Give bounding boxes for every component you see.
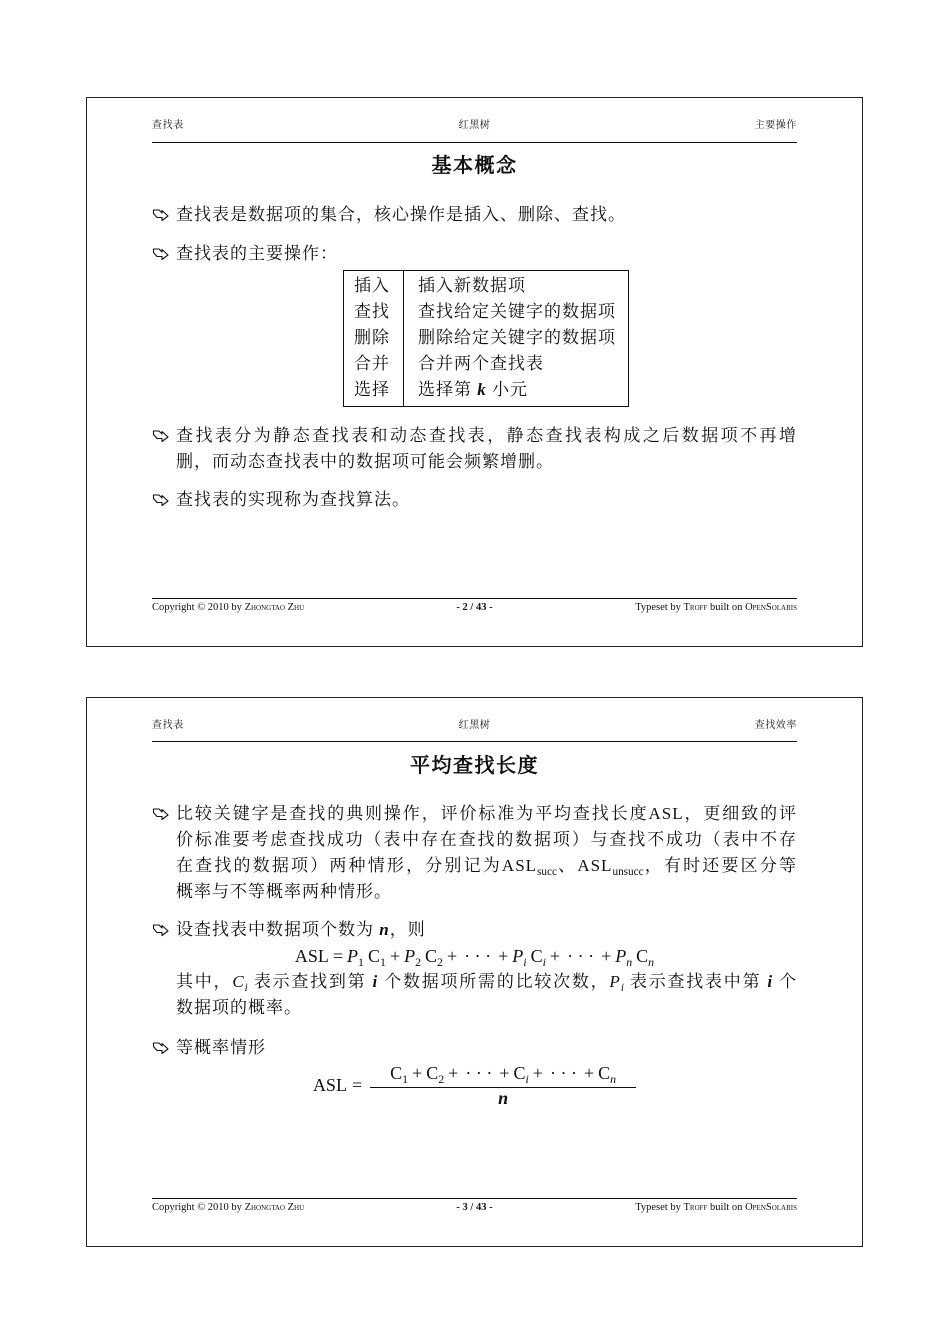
- formula-plus: +: [412, 1063, 423, 1083]
- fraction-numerator: [370, 1063, 636, 1088]
- bullet-text: 查找表的主要操作：: [176, 244, 338, 263]
- table-row: [344, 351, 628, 377]
- bullet-pointer-icon: [152, 923, 169, 937]
- bullet-text-line: 比较关键字是查找的典则操作，评价标准为平均查找长度ASL，更细致的评: [176, 804, 797, 823]
- bullet-item: [176, 487, 797, 513]
- cost-symbol: C: [367, 946, 380, 966]
- math-subscript: i: [244, 981, 248, 994]
- header-subsection: 查找效率: [754, 720, 797, 731]
- math-variable: i: [767, 972, 774, 991]
- cost-symbol: C: [513, 1063, 526, 1083]
- fraction-denominator: n: [498, 1088, 509, 1108]
- subscript-unsucc: unsucc: [612, 865, 644, 878]
- slide-header: [152, 119, 797, 133]
- slide-basic-concepts: [86, 97, 863, 647]
- platform-name: OpenSolaris: [745, 602, 797, 613]
- text-segment: 表示查找表中第: [629, 972, 762, 991]
- cost-symbol: C: [530, 946, 543, 966]
- header-section: 查找表: [152, 720, 184, 731]
- bullet-pointer-icon: [152, 493, 169, 507]
- math-variable: k: [477, 380, 487, 399]
- term-subscript: 1: [380, 954, 386, 969]
- footer-rule: [152, 1198, 797, 1199]
- bullet-text-line: [176, 853, 797, 879]
- bullet-item: [176, 423, 797, 475]
- bullet-pointer-icon: [152, 247, 169, 261]
- bullet-text: 查找表是数据项的集合，核心操作是插入、删除、查找。: [176, 205, 626, 224]
- typeset-text: Typeset by: [635, 1202, 681, 1213]
- formula-ellipsis: · · ·: [549, 1063, 577, 1083]
- bullet-text-line: 删，而动态查找表中的数据项可能会频繁增删。: [176, 452, 554, 471]
- slide-footer: [152, 1201, 797, 1215]
- operations-table: [343, 270, 629, 407]
- copyright-text: Copyright © 2010 by: [152, 1202, 242, 1213]
- table-row: [344, 377, 628, 403]
- typeset-credit: [635, 1201, 797, 1215]
- term-subscript: n: [626, 954, 633, 969]
- bullet-item: [176, 202, 797, 228]
- fraction: [370, 1063, 636, 1108]
- formula-ellipsis: · · ·: [567, 946, 595, 966]
- operation-name: 合并: [354, 354, 390, 373]
- formula-plus: +: [532, 1063, 543, 1083]
- math-variable: i: [372, 972, 379, 991]
- description-suffix: 小元: [492, 380, 528, 399]
- built-on-text: built on: [710, 602, 743, 613]
- typesetter-name: Troff: [683, 1202, 708, 1213]
- math-variable: C: [232, 972, 245, 991]
- header-section: 查找表: [152, 120, 184, 131]
- footer-rule: [152, 598, 797, 599]
- bullet-item: [176, 801, 797, 905]
- typeset-credit: [635, 601, 797, 615]
- typesetter-name: Troff: [683, 602, 708, 613]
- operation-name: 查找: [354, 302, 390, 321]
- formula-plus: +: [498, 946, 509, 966]
- cost-symbol: C: [598, 1063, 611, 1083]
- term-subscript: i: [525, 1071, 529, 1086]
- bullet-text-line: [176, 969, 797, 995]
- table-row: [344, 299, 628, 325]
- operation-description: 合并两个查找表: [418, 354, 544, 373]
- operation-description: [403, 377, 528, 403]
- bullet-pointer-icon: [152, 807, 169, 821]
- table-row: [344, 325, 628, 351]
- cost-symbol: C: [425, 946, 438, 966]
- description-prefix: 选择第: [418, 380, 472, 399]
- slide-header: [152, 719, 797, 733]
- text-segment: 在查找的数据项）两种情形，分别记为ASL: [176, 856, 538, 875]
- typeset-text: Typeset by: [635, 602, 681, 613]
- operation-description: 删除给定关键字的数据项: [418, 328, 616, 347]
- header-chapter: 红黑树: [458, 720, 491, 731]
- header-chapter: 红黑树: [458, 120, 491, 131]
- bullet-pointer-icon: [152, 429, 169, 443]
- formula-term: [347, 946, 386, 969]
- bullet-text-line: 价标准要考虑查找成功（表中存在查找的数据项）与查找不成功（表中不存: [176, 830, 797, 849]
- operation-name: 删除: [354, 328, 390, 347]
- formula-term: [404, 946, 443, 969]
- equal-probability-formula: [152, 1063, 797, 1108]
- slide-title: 平均查找长度: [410, 753, 539, 777]
- formula-ellipsis: · · ·: [465, 1063, 493, 1083]
- probability-symbol: P: [404, 946, 416, 966]
- math-variable: P: [609, 972, 621, 991]
- header-subsection: 主要操作: [754, 120, 797, 131]
- text-segment: 表示查找到第: [253, 972, 367, 991]
- table-row: [344, 273, 628, 299]
- header-rule: [152, 741, 797, 742]
- bullet-text-line: [176, 917, 797, 943]
- text-segment: 个: [779, 972, 798, 991]
- formula-plus: +: [583, 1063, 595, 1083]
- formula-plus: +: [601, 946, 612, 966]
- formula-ellipsis: · · ·: [464, 946, 492, 966]
- bullet-text: 等概率情形: [176, 1038, 266, 1057]
- asl-formula: [152, 943, 797, 969]
- formula-plus: +: [448, 1063, 459, 1083]
- formula-term: [615, 946, 655, 969]
- term-subscript: 2: [437, 954, 443, 969]
- text-segment: 其中，: [176, 972, 233, 991]
- term-subscript: 1: [402, 1071, 409, 1086]
- text-segment: 设查找表中数据项个数为: [176, 920, 374, 939]
- term-subscript: 2: [415, 954, 422, 969]
- formula-term: [512, 946, 546, 969]
- bullet-item: [176, 917, 797, 1021]
- bullet-text-line: 查找表分为静态查找表和动态查找表，静态查找表构成之后数据项不再增: [176, 426, 797, 445]
- built-on-text: built on: [710, 1202, 743, 1213]
- probability-symbol: P: [347, 946, 359, 966]
- bullet-text: 查找表的实现称为查找算法。: [176, 490, 410, 509]
- bullet-text-line: 数据项的概率。: [176, 998, 302, 1017]
- operation-description: 插入新数据项: [418, 276, 526, 295]
- bullet-item: [176, 241, 797, 267]
- term-subscript: 1: [358, 954, 364, 969]
- formula-lhs: ASL: [312, 1075, 347, 1095]
- probability-symbol: P: [615, 946, 627, 966]
- term-subscript: 2: [438, 1071, 445, 1086]
- slide-title: 基本概念: [431, 153, 518, 177]
- text-segment: ，则: [389, 920, 426, 939]
- cost-symbol: C: [390, 1063, 403, 1083]
- platform-name: OpenSolaris: [745, 1202, 797, 1213]
- probability-symbol: P: [512, 946, 524, 966]
- formula-equals: =: [351, 1075, 363, 1095]
- cost-symbol: C: [426, 1063, 439, 1083]
- text-segment: 个数据项所需的比较次数，: [384, 972, 610, 991]
- formula-plus: +: [389, 946, 401, 966]
- bullet-item: [176, 1035, 797, 1061]
- formula-equals: =: [332, 946, 344, 966]
- text-segment: 、ASL: [556, 856, 613, 875]
- text-segment: ，有时还要区分等: [643, 856, 797, 875]
- term-subscript: n: [648, 954, 655, 969]
- cost-symbol: C: [636, 946, 649, 966]
- bullet-pointer-icon: [152, 208, 169, 222]
- slide-footer: [152, 601, 797, 615]
- table-column-divider: [403, 271, 404, 406]
- slide-average-search-length: [86, 697, 863, 1247]
- author-name: Zhongtao Zhu: [244, 602, 305, 613]
- term-subscript: i: [523, 954, 527, 969]
- formula-lhs: ASL: [294, 946, 329, 966]
- operation-name: 插入: [354, 276, 390, 295]
- copyright-text: Copyright © 2010 by: [152, 602, 242, 613]
- page-number: - 3 / 43 -: [456, 1202, 493, 1213]
- term-subscript: n: [610, 1071, 617, 1086]
- author-name: Zhongtao Zhu: [244, 1202, 305, 1213]
- bullet-pointer-icon: [152, 1041, 169, 1055]
- operation-description: 查找给定关键字的数据项: [418, 302, 616, 321]
- header-rule: [152, 142, 797, 143]
- page-number: - 2 / 43 -: [456, 602, 493, 613]
- formula-plus: +: [446, 946, 458, 966]
- formula-plus: +: [499, 1063, 510, 1083]
- math-subscript: i: [620, 981, 624, 994]
- subscript-succ: succ: [537, 865, 557, 878]
- formula-plus: +: [549, 946, 561, 966]
- math-variable: n: [379, 920, 390, 939]
- operation-name: 选择: [354, 380, 390, 399]
- bullet-text-line: 概率与不等概率两种情形。: [176, 882, 392, 901]
- term-subscript: i: [542, 954, 546, 969]
